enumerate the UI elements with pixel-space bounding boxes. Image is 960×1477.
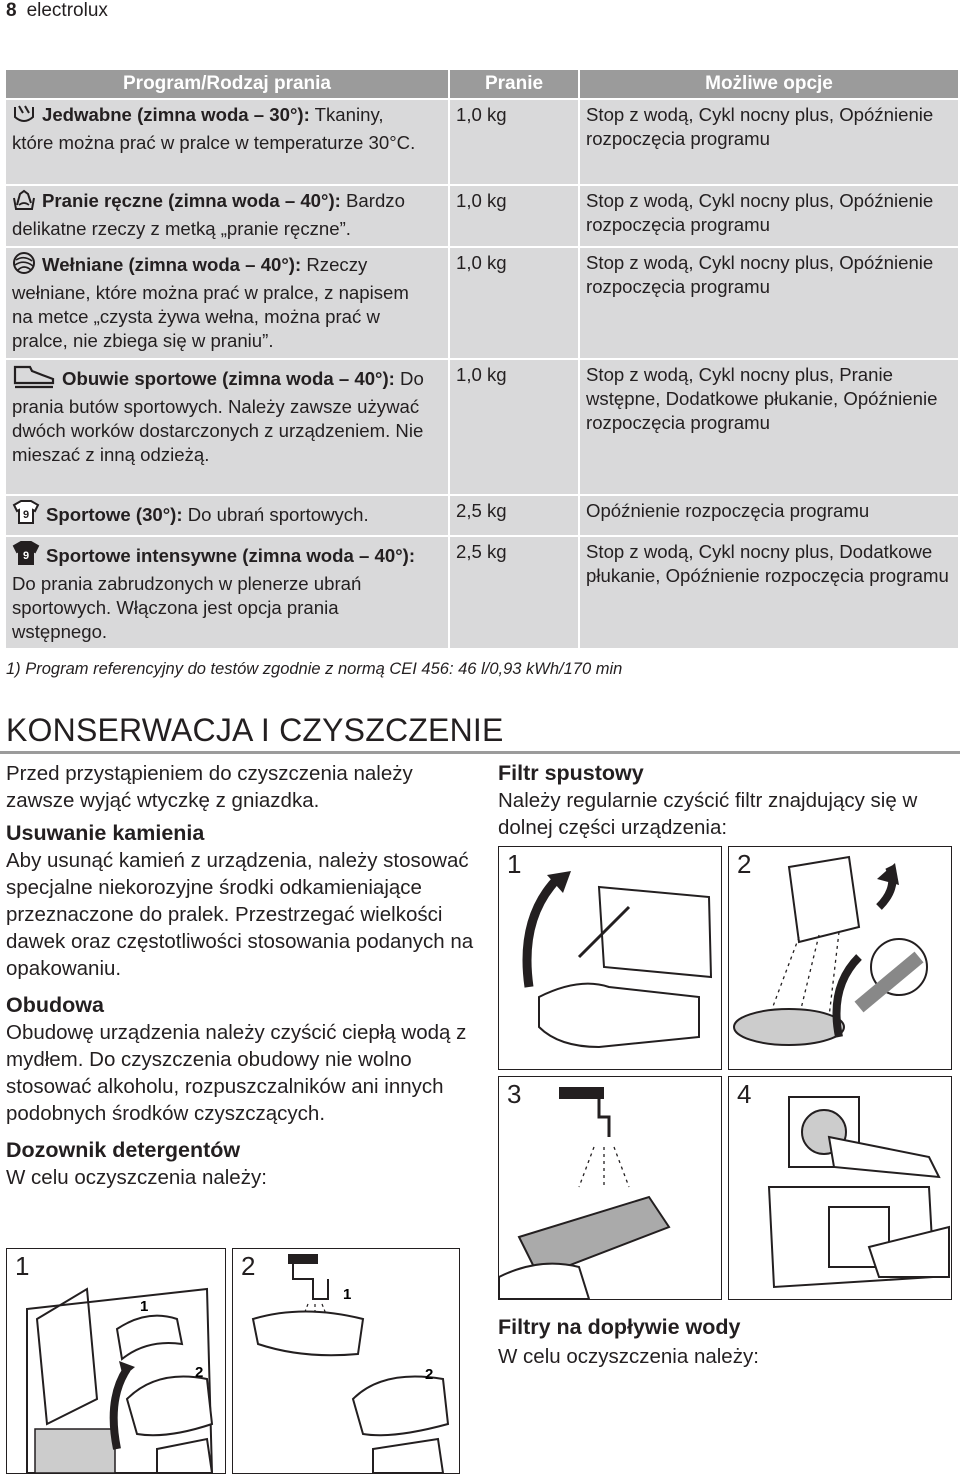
load-cell: 1,0 kg bbox=[450, 186, 578, 246]
dispenser-rinse-illustration bbox=[233, 1249, 459, 1473]
load-cell: 1,0 kg bbox=[450, 248, 578, 358]
program-desc: Do prania zabrudzonych w plenerze ubrań sportowych. Włączona jest opcja prania wstępnego. bbox=[12, 573, 362, 642]
figure-number: 1 bbox=[507, 849, 522, 879]
left-column bbox=[6, 760, 476, 1191]
svg-text:9: 9 bbox=[22, 550, 30, 562]
sportswear-intensive-icon bbox=[12, 540, 40, 572]
program-cell bbox=[6, 100, 448, 184]
callout-1: 1 bbox=[140, 1298, 149, 1315]
program-cell bbox=[6, 537, 448, 648]
load-cell: 1,0 kg bbox=[450, 360, 578, 494]
column-header: Pranie bbox=[450, 70, 578, 98]
drain-water-illustration bbox=[729, 847, 951, 1069]
dispenser-heading: Dozownik detergentów bbox=[6, 1138, 241, 1162]
load-cell: 1,0 kg bbox=[450, 100, 578, 184]
figure-number: 4 bbox=[737, 1079, 752, 1109]
figure-number: 2 bbox=[737, 849, 752, 879]
figure-number: 2 bbox=[241, 1251, 256, 1281]
drain-filter-heading: Filtr spustowy bbox=[498, 761, 644, 785]
table-row bbox=[6, 496, 958, 535]
column-header: Możliwe opcje bbox=[580, 70, 958, 98]
wool-icon bbox=[12, 251, 36, 281]
sport-shoes-icon bbox=[12, 363, 56, 395]
load-cell: 2,5 kg bbox=[450, 496, 578, 535]
inlet-filter-text: W celu oczyszczenia należy: bbox=[498, 1345, 759, 1368]
descaling-heading: Usuwanie kamienia bbox=[6, 821, 205, 845]
options-cell: Stop z wodą, Cykl nocny plus, Pranie wstępne, Dodatkowe płukanie, Opóźnienie rozpoczęcia programu bbox=[580, 360, 958, 494]
drain-figure-3 bbox=[498, 1076, 722, 1300]
program-name: Obuwie sportowe (zimna woda – 40°): bbox=[62, 368, 395, 389]
reinsert-filter-illustration bbox=[729, 1077, 951, 1299]
program-name: Jedwabne (zimna woda – 30°): bbox=[42, 104, 310, 125]
right-column bbox=[498, 760, 958, 841]
program-cell bbox=[6, 248, 448, 358]
table-header-row bbox=[6, 70, 958, 98]
figure-number: 3 bbox=[507, 1079, 522, 1109]
table-row bbox=[6, 537, 958, 648]
program-name: Wełniane (zimna woda – 40°): bbox=[42, 254, 302, 275]
rinse-filter-illustration bbox=[499, 1077, 721, 1299]
table-row bbox=[6, 100, 958, 184]
options-cell: Stop z wodą, Cykl nocny plus, Opóźnienie rozpoczęcia programu bbox=[580, 100, 958, 184]
program-desc: Do ubrań sportowych. bbox=[182, 504, 369, 525]
table-row bbox=[6, 248, 958, 358]
callout-2: 2 bbox=[425, 1366, 434, 1383]
callout-2: 2 bbox=[195, 1364, 204, 1381]
figure-number: 1 bbox=[15, 1251, 30, 1281]
silk-icon bbox=[12, 103, 36, 131]
load-cell: 2,5 kg bbox=[450, 537, 578, 648]
program-desc: Rzeczy wełniane, które można prać w pralce, z napisem na metce „czysta żywa wełna, można prać w pralce, nie zbiega się w praniu”. bbox=[12, 254, 409, 351]
program-cell bbox=[6, 186, 448, 246]
program-name: Sportowe (30°): bbox=[46, 504, 183, 525]
inlet-filter-block bbox=[498, 1312, 958, 1372]
program-desc: Tkaniny, które można prać w pralce w temperaturze 30°C. bbox=[12, 104, 416, 153]
program-cell bbox=[6, 496, 448, 535]
program-name: Pranie ręczne (zimna woda – 40°): bbox=[42, 190, 341, 211]
options-cell: Stop z wodą, Cykl nocny plus, Dodatkowe płukanie, Opóźnienie rozpoczęcia programu bbox=[580, 537, 958, 648]
program-desc: Do prania butów sportowych. Należy zawsze używać dwóch worków dostarczonych z urządzeniem. Nie mieszać z inną odzieżą. bbox=[12, 368, 424, 465]
column-header: Program/Rodzaj prania bbox=[6, 70, 448, 98]
page-header bbox=[6, 0, 108, 22]
dispenser-removal-illustration bbox=[7, 1249, 225, 1473]
hand-wash-icon bbox=[12, 189, 36, 217]
descaling-text: Aby usunąć kamień z urządzenia, należy stosować specjalne niekorozyjne środki odkamieniające przeznaczone do pralek. Przestrzegać wielkości dawek oraz częstotliwości stosowania podanych na opakowaniu. bbox=[6, 849, 474, 980]
options-cell: Stop z wodą, Cykl nocny plus, Opóźnienie rozpoczęcia programu bbox=[580, 248, 958, 358]
dispenser-text: W celu oczyszczenia należy: bbox=[6, 1166, 267, 1189]
inlet-filter-heading: Filtry na dopływie wody bbox=[498, 1315, 741, 1339]
program-table bbox=[4, 68, 960, 650]
program-desc: Bardzo delikatne rzeczy z metką „pranie ręczne”. bbox=[12, 190, 405, 239]
section-divider bbox=[0, 751, 960, 754]
section-title: KONSERWACJA I CZYSZCZENIE bbox=[6, 712, 504, 748]
table-row bbox=[6, 186, 958, 246]
sportswear-icon bbox=[12, 499, 40, 531]
dispenser-figure-1 bbox=[6, 1248, 226, 1474]
options-cell: Stop z wodą, Cykl nocny plus, Opóźnienie rozpoczęcia programu bbox=[580, 186, 958, 246]
drain-filter-text: Należy regularnie czyścić filtr znajdujący się w dolnej części urządzenia: bbox=[498, 789, 918, 839]
program-cell bbox=[6, 360, 448, 494]
drain-figure-1 bbox=[498, 846, 722, 1070]
brand-name: electrolux bbox=[26, 0, 108, 21]
casing-text: Obudowę urządzenia należy czyścić ciepłą wodą z mydłem. Do czyszczenia obudowy nie wolno stosować alkoholu, rozpuszczalników ani innych podobnych środków czyszczących. bbox=[6, 1021, 467, 1125]
drain-figure-2 bbox=[728, 846, 952, 1070]
drain-figure-4 bbox=[728, 1076, 952, 1300]
table-row bbox=[6, 360, 958, 494]
page-number: 8 bbox=[6, 0, 17, 21]
casing-heading: Obudowa bbox=[6, 993, 104, 1017]
dispenser-figure-2 bbox=[232, 1248, 460, 1474]
svg-text:9: 9 bbox=[22, 509, 30, 521]
callout-1: 1 bbox=[343, 1286, 352, 1303]
open-filter-door-illustration bbox=[499, 847, 721, 1069]
program-name: Sportowe intensywne (zimna woda – 40°): bbox=[46, 545, 416, 566]
options-cell: Opóźnienie rozpoczęcia programu bbox=[580, 496, 958, 535]
table-footnote: 1) Program referencyjny do testów zgodnie z normą CEI 456: 46 l/0,93 kWh/170 min bbox=[6, 660, 623, 678]
intro-text: Przed przystąpieniem do czyszczenia należy zawsze wyjąć wtyczkę z gniazdka. bbox=[6, 762, 413, 812]
